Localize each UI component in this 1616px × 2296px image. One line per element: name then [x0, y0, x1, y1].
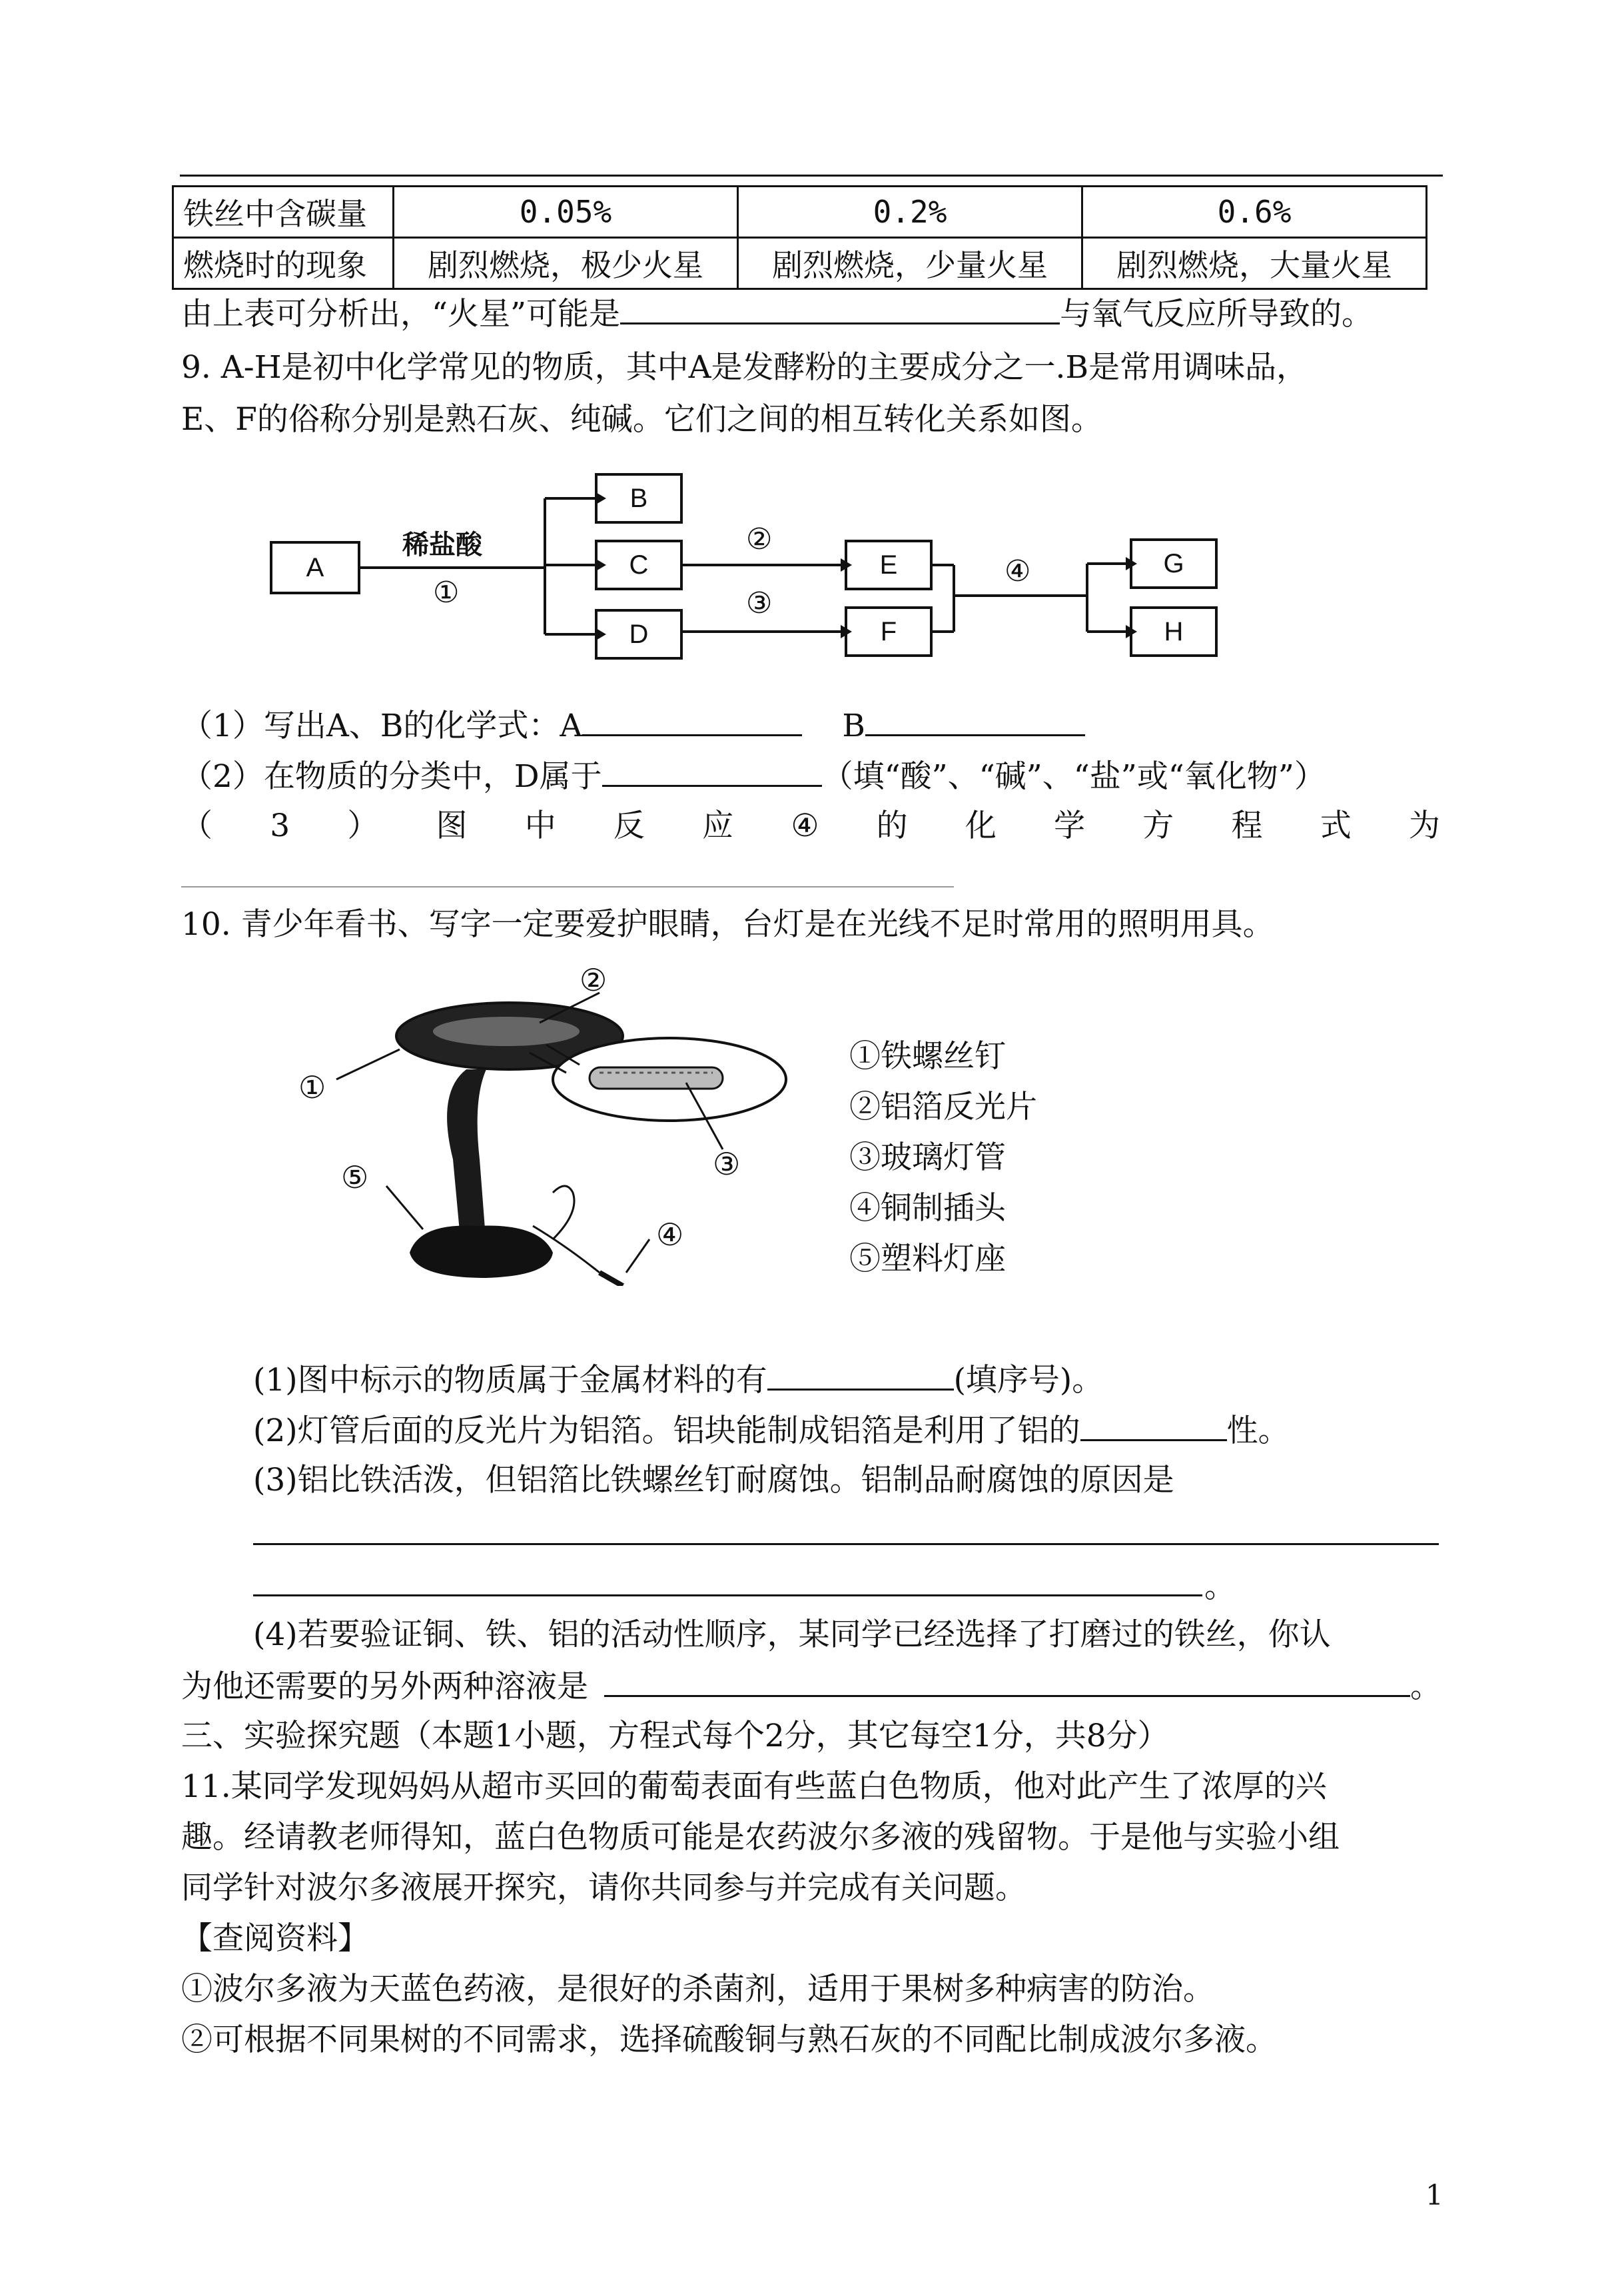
answer-blank-metals[interactable]: [767, 1359, 954, 1391]
box-a: A: [270, 541, 360, 594]
info-item: ①波尔多液为天蓝色药液，是很好的杀菌剂，适用于果树多种病害的防治。: [181, 1971, 1214, 2008]
q9-sub3-char: （: [181, 808, 212, 844]
q9-sub3-char: 反: [613, 808, 645, 844]
box-e: E: [845, 540, 933, 590]
page-number: 1: [1425, 2179, 1443, 2211]
q10-sub1-suffix: (填序号)。: [953, 1362, 1104, 1399]
q9-sub2-prefix: （2）在物质的分类中，D属于: [181, 758, 602, 795]
table-row: [173, 238, 1427, 289]
table-row: [173, 187, 1427, 238]
q10-sub4-line2: [181, 1666, 1441, 1707]
step-2-label: ②: [746, 522, 773, 556]
table-cell: 剧烈燃烧，少量火星: [738, 238, 1082, 289]
table-cell: 0.6%: [1082, 187, 1427, 238]
table-cell: 0.05%: [394, 187, 738, 238]
reagent-label: 稀盐酸: [402, 530, 482, 560]
q9-sub3: [181, 806, 1440, 846]
q9-sub1: [181, 705, 1085, 746]
marker-1: ①: [298, 1069, 326, 1105]
box-c: C: [595, 540, 683, 590]
step-1-label: ①: [433, 576, 460, 610]
box-f: F: [845, 606, 933, 657]
answer-blank-a[interactable]: [582, 705, 802, 736]
conclusion-prefix: 由上表可分析出，“火星”可能是: [181, 296, 621, 332]
table-cell: 剧烈燃烧，极少火星: [394, 238, 738, 289]
q9-sub3-char: ④: [791, 808, 819, 844]
q9-sub3-char: 图: [436, 808, 468, 844]
q9-sub1-prefix: （1）写出A、B的化学式：A: [181, 708, 583, 744]
q11-line2: 趣。经请教老师得知，蓝白色物质可能是农药波尔多液的残留物。于是他与实验小组: [181, 1819, 1340, 1856]
q9-sub3-char: ）: [347, 808, 379, 844]
q9-sub3-char: 方: [1142, 808, 1174, 844]
q9-sub3-char: 的: [876, 808, 908, 844]
q9-sub2: [181, 756, 1326, 797]
q11-line1: 11.某同学发现妈妈从超市买回的葡萄表面有些蓝白色物质，他对此产生了浓厚的兴: [181, 1768, 1327, 1805]
legend-item: ③玻璃灯管: [849, 1139, 1006, 1176]
answer-blank-property[interactable]: [1080, 1410, 1227, 1441]
q10-sub3: (3)铝比铁活泼，但铝箔比铁螺丝钉耐腐蚀。铝制品耐腐蚀的原因是: [253, 1462, 1174, 1498]
q9-sub3-char: 为: [1408, 808, 1440, 844]
header-rule: [180, 175, 1443, 177]
q9-sub3-char: 式: [1320, 808, 1352, 844]
q10-sub2-prefix: (2)灯管后面的反光片为铝箔。铝块能制成铝箔是利用了铝的: [253, 1413, 1080, 1449]
box-d: D: [595, 609, 683, 660]
q10-sub1-prefix: (1)图中标示的物质属于金属材料的有: [253, 1362, 767, 1399]
answer-line-reason-2[interactable]: [253, 1594, 1202, 1596]
legend-item: ④铜制插头: [849, 1190, 1006, 1227]
answer-blank[interactable]: [620, 293, 1060, 324]
conclusion-line: [181, 293, 1373, 334]
desk-lamp-figure: [286, 959, 833, 1286]
q9-sub3-char: 化: [965, 808, 997, 844]
marker-3: ③: [713, 1146, 741, 1182]
info-item: ②可根据不同果树的不同需求，选择硫酸铜与熟石灰的不同配比制成波尔多液。: [181, 2021, 1277, 2058]
q9-sub2-suffix: （填“酸”、“碱”、“盐”或“氧化物”）: [821, 758, 1326, 795]
answer-blank-b[interactable]: [865, 705, 1085, 736]
marker-2: ②: [580, 962, 607, 998]
legend-item: ⑤塑料灯座: [849, 1241, 1006, 1277]
q9-line1: 9. A-H是初中化学常见的物质，其中A是发酵粉的主要成分之一.B是常用调味品，: [181, 349, 1308, 386]
step-4-label: ④: [1005, 554, 1031, 588]
q9-line2: E、F的俗称分别是熟石灰、纯碱。它们之间的相互转化关系如图。: [181, 401, 1102, 438]
q10-sub4-end: 。: [1410, 1668, 1441, 1705]
box-g: G: [1130, 538, 1218, 589]
q10-sub1: [253, 1359, 1103, 1401]
legend-item: ②铝箔反光片: [849, 1089, 1037, 1125]
q10-sub2: [253, 1410, 1290, 1451]
table-cell: 剧烈燃烧，大量火星: [1082, 238, 1427, 289]
box-h: H: [1130, 606, 1218, 657]
step-3-label: ③: [746, 586, 773, 620]
marker-5: ⑤: [341, 1159, 369, 1195]
table-cell: 铁丝中含碳量: [173, 187, 394, 238]
q9-sub3-char: 应: [702, 808, 734, 844]
section-3-heading: 三、实验探究题（本题1小题，方程式每个2分，其它每空1分，共8分）: [181, 1718, 1169, 1754]
q10-title: 10. 青少年看书、写字一定要爱护眼睛，台灯是在光线不足时常用的照明用具。: [181, 906, 1274, 943]
conclusion-suffix: 与氧气反应所导致的。: [1060, 296, 1374, 332]
consult-heading: 【查阅资料】: [181, 1920, 369, 1957]
equation-blank[interactable]: [181, 886, 954, 887]
carbon-content-table: [172, 185, 1427, 290]
q9-sub1-b: B: [842, 708, 865, 744]
q9-sub3-char: 学: [1054, 808, 1086, 844]
answer-blank-d[interactable]: [602, 756, 822, 787]
q10-sub4-prefix: 为他还需要的另外两种溶液是: [181, 1668, 588, 1705]
box-b: B: [595, 473, 683, 524]
q10-sub2-suffix: 性。: [1226, 1413, 1290, 1449]
q11-line3: 同学针对波尔多液展开探究，请你共同参与并完成有关问题。: [181, 1870, 1026, 1906]
q9-sub3-char: 中: [524, 808, 556, 844]
legend-item: ①铁螺丝钉: [849, 1038, 1006, 1075]
q10-sub4-line1: (4)若要验证铜、铁、铝的活动性顺序，某同学已经选择了打磨过的铁丝，你认: [253, 1616, 1331, 1653]
answer-line-reason-1[interactable]: [253, 1543, 1439, 1545]
table-cell: 0.2%: [738, 187, 1082, 238]
q9-sub3-char: 程: [1231, 808, 1263, 844]
marker-4: ④: [656, 1217, 684, 1253]
desk-lamp-drawing: [286, 959, 833, 1286]
q10-sub3-end: 。: [1204, 1568, 1236, 1605]
q9-sub3-char: 3: [270, 808, 290, 844]
answer-blank-solutions[interactable]: [604, 1666, 1410, 1697]
table-cell: 燃烧时的现象: [173, 238, 394, 289]
